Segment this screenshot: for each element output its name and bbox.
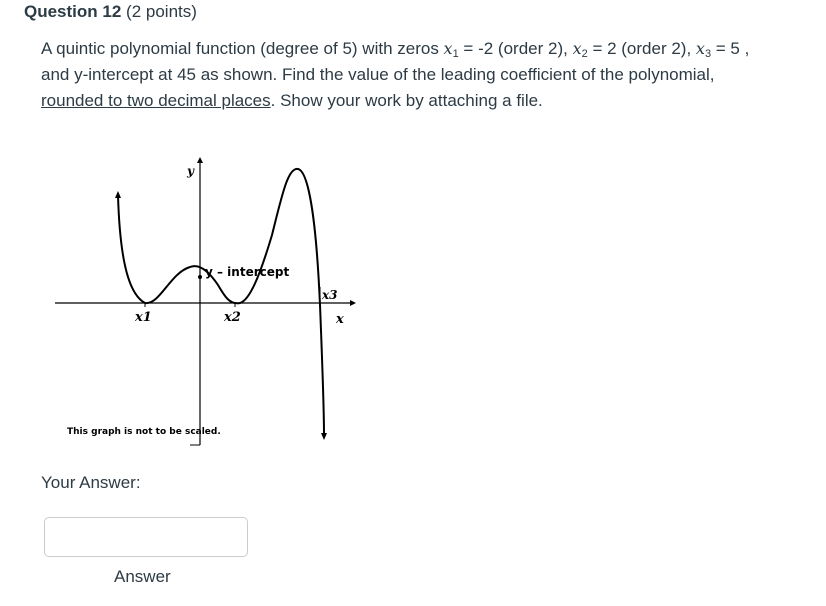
y-intercept-label: y – intercept [205, 265, 290, 279]
zero1-value: = -2 (order 2), [458, 39, 573, 58]
question-text [41, 36, 781, 114]
zero3-var: x [695, 39, 705, 58]
question-header [24, 2, 197, 22]
polynomial-graph [50, 155, 360, 455]
question-text-end: . Show your work by attaching a file. [270, 91, 543, 110]
answer-input[interactable] [44, 517, 248, 557]
zero1-sub: 1 [452, 48, 459, 60]
answer-label: Answer [114, 567, 171, 586]
zero2-var: x [572, 39, 582, 58]
zero3-label: x3 [322, 288, 338, 302]
zero1-var: x [443, 39, 453, 58]
y-axis-arrow [197, 157, 203, 163]
zero2-value: = 2 (order 2), [587, 39, 696, 58]
y-axis-label: y [187, 164, 194, 178]
zero2-label: x2 [224, 310, 241, 325]
zero1-label: x1 [135, 310, 152, 325]
zero2-sub: 2 [581, 48, 588, 60]
curve-left-arrow [115, 191, 121, 198]
question-text-part: A quintic polynomial function (degree of 5) with zeros [41, 39, 444, 58]
your-answer-prompt: Your Answer: [41, 473, 141, 492]
graph-note: This graph is not to be scaled. [67, 427, 221, 437]
y-intercept-point [198, 275, 202, 279]
curve-right-arrow [321, 433, 327, 440]
question-points: (2 points) [126, 2, 197, 21]
question-title: Question 12 [24, 2, 122, 21]
x-axis-arrow [350, 300, 356, 306]
graph-svg [50, 155, 360, 455]
zero3-value: = 5 , and y-intercept at 45 as shown. Find the value of the leading coefficient of the polynomial, [41, 39, 750, 84]
rounding-instruction: rounded to two decimal places [41, 91, 271, 110]
x-axis-label: x [336, 312, 344, 327]
polynomial-curve [118, 169, 324, 435]
zero3-sub: 3 [704, 48, 712, 60]
